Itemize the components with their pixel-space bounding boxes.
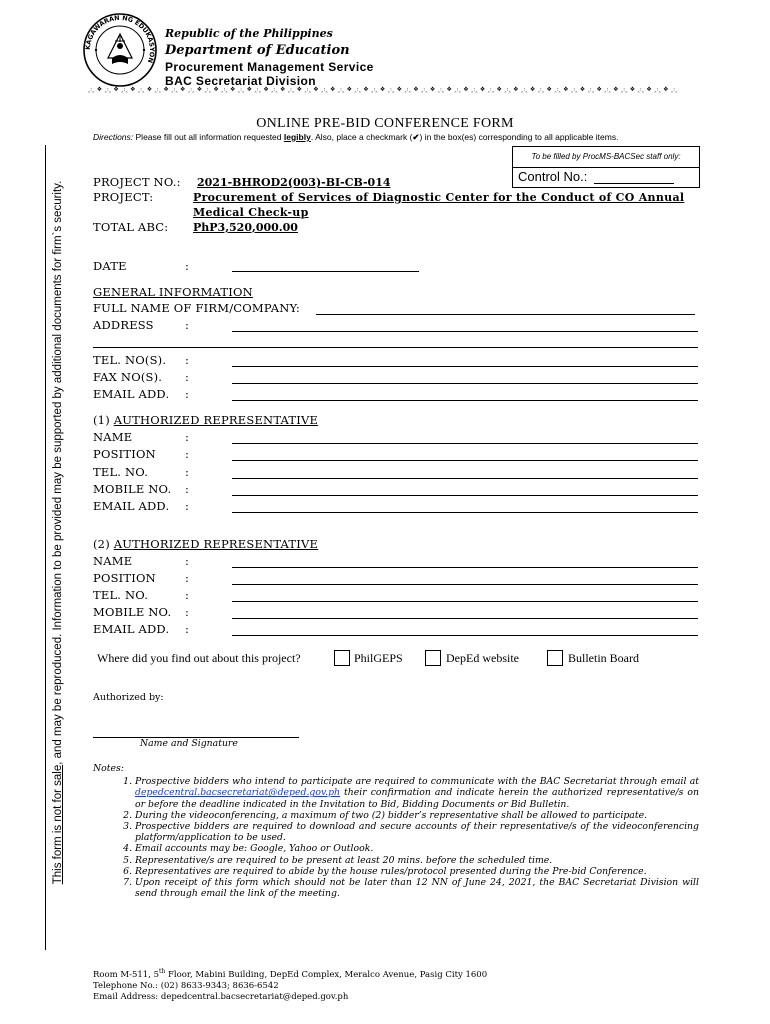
note-item: 5. Representative/s are required to be present at least 20 mins. before the scheduled time. [135, 855, 699, 866]
bulletin-board-label: Bulletin Board [568, 651, 639, 665]
philgeps-checkbox[interactable] [334, 650, 350, 666]
rep1-email-label: EMAIL ADD. [93, 499, 170, 513]
notes-section [93, 763, 699, 899]
rep2-mobile-field[interactable] [232, 618, 698, 619]
side-notice-rest: , and may be reproduced. Information to be provided may be supported by additional documents for firm`s security. [52, 180, 64, 765]
fax-label: FAX NO(S). [93, 370, 163, 384]
philgeps-label: PhilGEPS [354, 651, 403, 665]
note-item: 2. During the videoconferencing, a maximum of two (2) bidder’s representative shall be allowed to participate. [135, 810, 699, 821]
rep1-email-field[interactable] [232, 512, 698, 513]
control-number-label: Control No.: [518, 169, 588, 184]
tel-field[interactable] [232, 366, 698, 367]
note-text: Prospective bidders who intend to participate are required to communicate with the BAC Secretariat through email at [135, 776, 699, 788]
project-title-line1: Procurement of Services of Diagnostic Center for the Conduct of CO Annual [193, 191, 685, 204]
colon: : [185, 318, 189, 332]
rep2-email-label: EMAIL ADD. [93, 622, 170, 636]
tel-label: TEL. NO(S). [93, 353, 167, 367]
rep1-tel-label: TEL. NO. [93, 465, 149, 479]
total-abc-value: PhP3,520,000.00 [193, 221, 298, 234]
colon: : [185, 605, 189, 619]
footer-address [93, 966, 487, 1003]
rep1-mobile-label: MOBILE NO. [93, 482, 172, 496]
header-office: Procurement Management Service [165, 60, 374, 74]
footer-text: Floor, Mabini Building, DepEd Complex, Meralco Avenue, Pasig City 1600 [165, 969, 488, 980]
project-no-label: PROJECT NO.: [93, 175, 181, 189]
project-label: PROJECT: [93, 190, 154, 204]
rep1-mobile-field[interactable] [232, 495, 698, 496]
side-notice [52, 130, 74, 935]
colon: : [185, 554, 189, 568]
staff-only-box: To be filled by ProcMS-BACSec staff only: [512, 146, 700, 168]
rep2-position-label: POSITION [93, 571, 156, 585]
colon: : [185, 447, 189, 461]
side-notice-underlined: This form is not for sale [52, 764, 64, 885]
rep1-heading [93, 413, 318, 427]
authorized-by-label: Authorized by: [93, 692, 164, 703]
notes-heading: Notes: [93, 763, 124, 774]
full-name-firm-field[interactable] [316, 314, 695, 315]
header-republic: Republic of the Philippines [165, 27, 333, 40]
rep2-heading-text: AUTHORIZED REPRESENTATIVE [113, 537, 319, 551]
directions-text: ) in the box(es) corresponding to all applicable items. [419, 132, 619, 142]
rep2-email-field[interactable] [232, 635, 698, 636]
email-label: EMAIL ADD. [93, 387, 170, 401]
colon: : [185, 353, 189, 367]
rep1-tel-field[interactable] [232, 478, 698, 479]
seal-arc-text: KAGAWARAN NG EDUKASYON [83, 13, 157, 64]
colon: : [185, 499, 189, 513]
colon: : [185, 430, 189, 444]
rep1-position-field[interactable] [232, 460, 698, 461]
header-division: BAC Secretariat Division [165, 74, 316, 88]
deped-website-checkbox[interactable] [425, 650, 441, 666]
check-mark-icon: ✔ [412, 132, 420, 142]
signature-caption: Name and Signature [140, 738, 238, 749]
note-item: 6. Representatives are required to abide by the house rules/protocol presented during the Pre-bid Conference. [135, 866, 699, 877]
directions [93, 132, 618, 143]
date-label: DATE [93, 259, 127, 273]
note-item: 7. Upon receipt of this form which should not be later than 12 NN of June 24, 2021, the BAC Secretariat Division will send through email the link of the meeting. [135, 877, 699, 899]
rep1-position-label: POSITION [93, 447, 156, 461]
rep2-tel-label: TEL. NO. [93, 588, 149, 602]
total-abc-label: TOTAL ABC: [93, 220, 169, 234]
footer-line3: Email Address: depedcentral.bacsecretariat@deped.gov.ph [93, 991, 349, 1002]
rep2-name-label: NAME [93, 554, 133, 568]
address-field-2[interactable] [93, 347, 698, 348]
note-text: their confirmation and indicate herein the authorized representative/s on or before the deadline indicated in the Invitation to Bid, Bidding Documents or Bid Bulletin. [135, 787, 699, 810]
footer-sup: th [159, 968, 166, 975]
email-field[interactable] [232, 400, 698, 401]
directions-prefix: Directions: [93, 132, 134, 142]
full-name-firm-label: FULL NAME OF FIRM/COMPANY: [93, 301, 300, 315]
colon: : [185, 588, 189, 602]
footer-text: Room M-511, 5 [93, 969, 160, 980]
address-field[interactable] [232, 331, 698, 332]
rep1-name-field[interactable] [232, 443, 698, 444]
control-number-field[interactable] [594, 183, 674, 184]
header-department: Department of Education [165, 43, 350, 58]
rep2-prefix: (2) [93, 537, 114, 551]
rep2-heading [93, 537, 318, 551]
rep2-position-field[interactable] [232, 584, 698, 585]
rep1-heading-text: AUTHORIZED REPRESENTATIVE [113, 413, 319, 427]
colon: : [185, 465, 189, 479]
rep1-name-label: NAME [93, 430, 133, 444]
colon: : [185, 571, 189, 585]
project-no-value: 2021-BHROD2(003)-BI-CB-014 [197, 176, 391, 189]
directions-legibly: legibly [283, 132, 311, 142]
form-title: ONLINE PRE-BID CONFERENCE FORM [256, 116, 514, 131]
directions-text: Please fill out all information requested [133, 132, 284, 142]
side-border-line [45, 145, 46, 950]
project-title-line2: Medical Check-up [193, 206, 309, 219]
address-label: ADDRESS [93, 318, 154, 332]
bulletin-board-checkbox[interactable] [547, 650, 563, 666]
deped-seal-logo [82, 12, 158, 88]
rep2-name-field[interactable] [232, 567, 698, 568]
general-info-heading: GENERAL INFORMATION [93, 285, 253, 299]
note-item: 3. Prospective bidders are required to download and secure accounts of their representative/s of the videoconferencing platform/application to be used. [135, 821, 699, 843]
colon: : [185, 387, 189, 401]
rep2-mobile-label: MOBILE NO. [93, 605, 172, 619]
deped-website-label: DepEd website [446, 651, 519, 665]
source-question-label: Where did you find out about this project? [97, 651, 301, 665]
rep1-prefix: (1) [93, 413, 114, 427]
date-field[interactable] [232, 271, 419, 272]
colon: : [185, 622, 189, 636]
note-item: 4. Email accounts may be: Google, Yahoo or Outlook. [135, 843, 699, 854]
rep2-tel-field[interactable] [232, 601, 698, 602]
directions-text: . Also, place a checkmark ( [310, 132, 413, 142]
fax-field[interactable] [232, 383, 698, 384]
header-ornament-divider: ꞈ꞉ꞈ ❖ ꞈ꞉ꞈ ❖ ꞈ꞉ꞈ ❖ ꞈ꞉ꞈ ❖ ꞈ꞉ꞈ ❖ ꞈ꞉ꞈ ❖ ꞈ꞉ꞈ ❖ ꞈ꞉ꞈ ❖ ꞈ꞉ꞈ ❖ ꞈ꞉ꞈ ❖ ꞈ꞉ꞈ ❖ ꞈ꞉ꞈ ❖ ꞈ꞉ꞈ ❖ ꞈ꞉ꞈ ❖ ꞈ꞉ꞈ ❖ ꞈ꞉ꞈ ❖ ꞈ꞉ꞈ ❖ ꞈ꞉ꞈ ❖ ꞈ꞉ꞈ ❖ ꞈ꞉ꞈ ❖ ꞈ꞉ꞈ ❖ ꞈ꞉ꞈ ❖ ꞈ꞉ꞈ ❖ ꞈ꞉ꞈ ❖ ꞈ꞉ꞈ ❖ ꞈ꞉ꞈ ❖ ꞈ꞉ꞈ ❖ ꞈ꞉ꞈ ❖ ꞈ꞉ꞈ ❖ ꞈ꞉ꞈ ❖ ꞈ꞉ꞈ ❖ ꞈ꞉ꞈ ❖ ꞈ꞉ꞈ ❖ ꞈ꞉ꞈ ❖ ꞈ꞉ꞈ ❖ ꞈ꞉ꞈ [88, 86, 678, 93]
footer-line1 [93, 966, 487, 981]
footer-line2: Telephone No.: (02) 8633-9343; 8636-6542 [93, 980, 279, 991]
bac-email-link[interactable]: depedcentral.bacsecretariat@deped.gov.ph [135, 787, 341, 799]
colon: : [185, 259, 189, 273]
colon: : [185, 482, 189, 496]
colon: : [185, 370, 189, 384]
note-item [135, 776, 699, 810]
